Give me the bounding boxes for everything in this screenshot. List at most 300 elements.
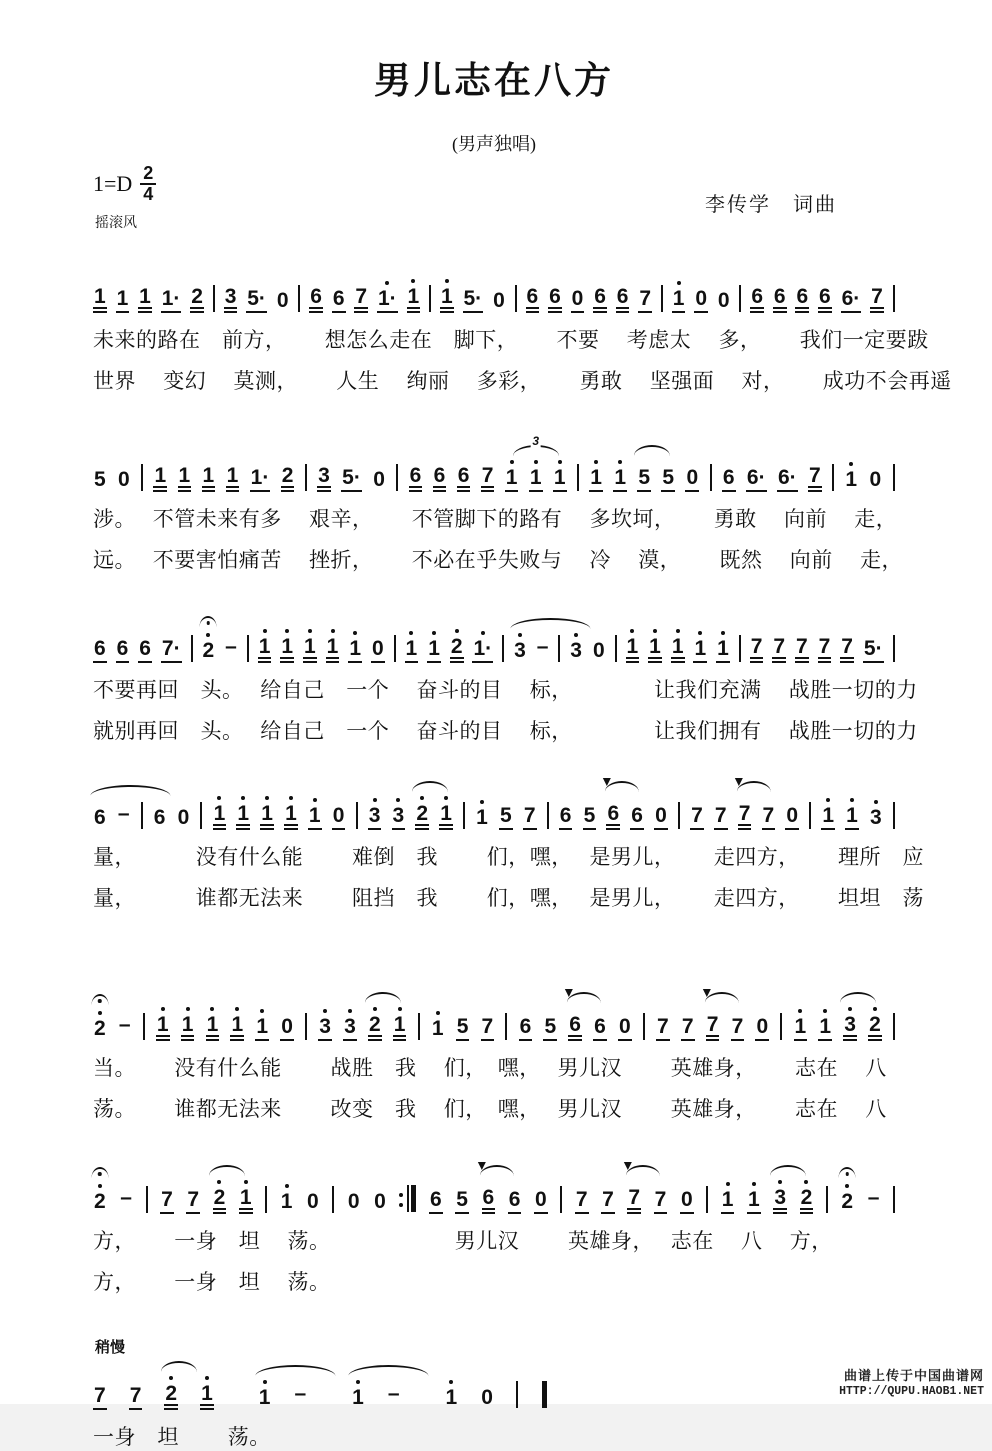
- note-number: 1: [230, 1014, 244, 1041]
- note-token: [368, 990, 382, 1041]
- note-token: [326, 612, 340, 663]
- lyric-line-2: 荡。 谁都无法来 改变 我 们， 嘿， 男儿汉 英雄身， 志在 八: [93, 1097, 887, 1121]
- score-line-block-7: [93, 1336, 895, 1451]
- note-token: [706, 990, 720, 1041]
- note-token: [405, 614, 419, 663]
- note-token: [534, 1165, 548, 1214]
- note-token: [450, 612, 464, 663]
- note-number: 1: [439, 803, 453, 830]
- octave-dot: [594, 460, 598, 464]
- note-token: [116, 264, 130, 313]
- bar-line: [739, 285, 741, 312]
- note-number: 6: [568, 1014, 582, 1041]
- note-token: [601, 1165, 615, 1214]
- notation-row: [93, 779, 895, 830]
- note-number: 7: [575, 1189, 589, 1214]
- lyric-line-2: 远。 不要害怕痛苦 挫折， 不必在乎失败与 冷 漠， 既然 向前 走，: [93, 548, 903, 572]
- note-number: 7: [750, 636, 764, 663]
- note-number: 7: [840, 636, 854, 663]
- note-token: [280, 612, 294, 663]
- note-number: 0: [534, 1189, 548, 1214]
- watermark-url: HTTP://QUPU.HAOB1.NET: [839, 1384, 984, 1398]
- key-signature: [93, 164, 156, 204]
- note-number: 3: [317, 465, 331, 492]
- note-token: [457, 441, 471, 492]
- duration-dash: [224, 612, 238, 663]
- octave-dot: [348, 1009, 352, 1013]
- note-number: 1: [226, 465, 240, 492]
- note-number: 6: [429, 1189, 443, 1214]
- note-token: [618, 992, 632, 1041]
- composer-credit: 李传学 词曲: [705, 194, 837, 216]
- bar-line: [893, 285, 895, 312]
- style-label: 摇滚风: [95, 216, 137, 231]
- duration-dash: [536, 612, 550, 663]
- lyric-line-1: 未来的路在 前方， 想怎么走在 脚下， 不要 考虑太 多， 我们一定要跋: [93, 328, 929, 352]
- note-token: [626, 612, 640, 663]
- note-token: [373, 1167, 387, 1214]
- note-token: [93, 1167, 107, 1214]
- note-token: [841, 264, 862, 313]
- note-number: 7: [818, 636, 832, 663]
- octave-dot: [436, 1011, 440, 1015]
- octave-dot: [398, 1007, 402, 1011]
- note-number: 5: [661, 467, 675, 492]
- note-number: 1: [202, 465, 216, 492]
- note-number: 1·: [472, 638, 493, 663]
- note-number: 1: [348, 638, 362, 663]
- note-token: [116, 614, 130, 663]
- note-token: [637, 443, 651, 492]
- note-number: 7: [714, 805, 728, 830]
- note-number: –: [387, 1382, 400, 1405]
- octave-dot: [385, 281, 389, 285]
- note-number: 1: [116, 288, 130, 313]
- duration-dash: [387, 1359, 401, 1410]
- note-number: 1: [138, 286, 152, 313]
- note-number: 6·: [746, 467, 767, 492]
- bar-line: [502, 635, 504, 662]
- note-token: [427, 614, 441, 663]
- note-number: 5: [499, 805, 513, 830]
- bar-line: [780, 1013, 782, 1040]
- note-token: [224, 262, 238, 313]
- octave-dot: [677, 281, 681, 285]
- note-number: 0: [332, 805, 346, 830]
- note-number: –: [120, 1186, 132, 1209]
- note-number: –: [118, 1013, 131, 1036]
- note-token: [93, 445, 107, 492]
- octave-dot: [518, 633, 522, 637]
- octave-dot: [510, 460, 514, 464]
- lyric-line-2: 世界 变幻 莫测， 人生 绚丽 多彩， 勇敢 坚强面 对， 成功不会再遥: [93, 369, 952, 393]
- bar-line: [809, 802, 811, 829]
- fermata-mark: [200, 616, 217, 627]
- note-token: [250, 443, 271, 492]
- note-token: [523, 781, 537, 830]
- bar-line: [893, 635, 895, 662]
- note-number: 6: [116, 638, 130, 663]
- note-token: [368, 781, 382, 830]
- octave-dot: [534, 460, 538, 464]
- octave-dot: [217, 796, 221, 800]
- time-signature-denominator: 4: [143, 183, 154, 204]
- note-token: [795, 612, 809, 663]
- note-token: [332, 781, 346, 830]
- note-token: [868, 445, 882, 492]
- score-meta: [93, 156, 895, 248]
- note-number: 0: [177, 806, 190, 829]
- note-token: [480, 1363, 494, 1410]
- octave-dot: [235, 1007, 239, 1011]
- note-token: [481, 441, 495, 492]
- fermata-mark: [91, 994, 108, 1005]
- note-token: [190, 262, 204, 313]
- note-token: [568, 990, 582, 1041]
- note-number: 0: [493, 289, 505, 312]
- note-token: [343, 992, 357, 1041]
- note-number: 1: [326, 636, 340, 663]
- note-number: 1: [747, 1189, 761, 1214]
- note-number: 1: [352, 1386, 364, 1409]
- octave-dot: [845, 1184, 849, 1188]
- score-line-block-4: [93, 779, 924, 912]
- note-token: [690, 781, 704, 830]
- note-token: [553, 443, 567, 492]
- octave-dot: [449, 1380, 453, 1384]
- octave-dot: [263, 1380, 267, 1384]
- note-token: [213, 779, 227, 830]
- note-token: [499, 781, 513, 830]
- octave-dot: [244, 1180, 248, 1184]
- note-number: 1: [845, 805, 859, 830]
- note-token: [750, 612, 764, 663]
- note-number: 1: [181, 1014, 195, 1041]
- bar-line: [141, 464, 143, 491]
- note-token: [181, 990, 195, 1041]
- note-number: 2: [94, 1190, 106, 1213]
- note-number: 1: [693, 638, 707, 663]
- octave-dot: [444, 796, 448, 800]
- note-number: 0: [755, 1016, 769, 1041]
- note-number: 6: [630, 805, 644, 830]
- octave-dot: [409, 631, 413, 635]
- note-number: 5: [637, 467, 651, 492]
- note-number: 1: [260, 803, 274, 830]
- note-token: [656, 992, 670, 1041]
- note-number: 2: [800, 1187, 814, 1214]
- note-number: 7: [738, 803, 752, 830]
- note-token: [303, 612, 317, 663]
- note-number: 6: [457, 465, 471, 492]
- note-number: 1: [239, 1187, 253, 1214]
- note-number: 1: [431, 1017, 444, 1040]
- note-number: 3: [843, 1014, 857, 1041]
- bar-line: [356, 802, 358, 829]
- note-token: [392, 781, 406, 830]
- note-token: [161, 614, 182, 663]
- bar-line: [577, 464, 579, 491]
- note-number: 2: [841, 1190, 854, 1213]
- lyric-line-2: 就别再回 头。 给自己 一个 奋斗的目 标， 让我们拥有 战胜一切的力: [93, 719, 918, 743]
- note-token: [431, 994, 445, 1041]
- note-number: 7: [654, 1189, 668, 1214]
- note-token: [129, 1361, 143, 1410]
- note-number: 1: [613, 467, 627, 492]
- bar-line: [893, 802, 895, 829]
- note-number: 1: [284, 803, 298, 830]
- duration-dash: [119, 1163, 133, 1214]
- bar-line: [893, 464, 895, 491]
- note-number: 6: [818, 286, 832, 313]
- octave-dot: [873, 1007, 877, 1011]
- note-number: 6: [332, 288, 346, 313]
- note-token: [593, 992, 607, 1041]
- note-token: [348, 614, 362, 663]
- note-token: [409, 441, 423, 492]
- note-token: [351, 1363, 365, 1410]
- note-number: 1: [393, 1014, 407, 1041]
- octave-dot: [98, 1011, 102, 1015]
- note-token: [529, 434, 543, 492]
- octave-dot: [353, 631, 357, 635]
- bar-line: [826, 1186, 828, 1213]
- note-number: 6: [559, 805, 573, 830]
- lyric-line-1: 量， 没有什么能 难倒 我 们，嘿， 是男儿， 走四方， 理所 应: [93, 845, 924, 869]
- note-number: 1: [206, 1014, 220, 1041]
- note-number: 1: [553, 467, 567, 492]
- octave-dot: [480, 800, 484, 804]
- note-token: [870, 262, 884, 313]
- bar-line: [547, 802, 549, 829]
- octave-dot: [432, 631, 436, 635]
- note-token: [280, 1167, 294, 1214]
- note-number: 3: [224, 286, 238, 313]
- note-number: 6: [773, 286, 787, 313]
- octave-dot: [826, 798, 830, 802]
- note-token: [627, 1163, 641, 1214]
- note-number: 3: [318, 1016, 332, 1041]
- note-number: 0: [481, 1386, 493, 1409]
- octave-dot: [778, 1180, 782, 1184]
- note-number: 6·: [777, 467, 798, 492]
- note-number: 1: [648, 636, 662, 663]
- score-line-block-6: [93, 1163, 895, 1296]
- lyric-line-1: 涉。 不管未来有多 艰辛， 不管脚下的路有 多坎坷， 勇敢 向前 走，: [93, 507, 898, 531]
- note-number: 6: [138, 638, 152, 663]
- note-number: 7: [681, 1016, 695, 1041]
- note-number: 6: [616, 286, 630, 313]
- note-number: 7: [656, 1016, 670, 1041]
- note-token: [433, 441, 447, 492]
- bar-line: [615, 635, 617, 662]
- note-token: [613, 443, 627, 492]
- note-number: 7: [638, 288, 652, 313]
- note-number: 5: [94, 468, 106, 491]
- octave-dot: [186, 1007, 190, 1011]
- bar-line: [305, 464, 307, 491]
- octave-dot: [313, 798, 317, 802]
- octave-dot: [205, 1376, 209, 1380]
- note-token: [722, 443, 736, 492]
- note-number: 7: [795, 636, 809, 663]
- octave-dot: [289, 796, 293, 800]
- note-token: [439, 779, 453, 830]
- note-token: [317, 441, 331, 492]
- note-token: [456, 992, 470, 1041]
- bar-line-thick: [411, 1185, 416, 1212]
- note-number: 7: [93, 1385, 107, 1410]
- octave-dot: [331, 629, 335, 633]
- note-token: [868, 990, 882, 1041]
- lyric-line-1: 不要再回 头。 给自己 一个 奋斗的目 标， 让我们充满 战胜一切的力: [93, 678, 918, 702]
- note-number: 1: [407, 286, 421, 313]
- watermark: [839, 1368, 984, 1399]
- bar-line: [394, 635, 396, 662]
- note-token: [777, 443, 798, 492]
- octave-dot: [874, 800, 878, 804]
- note-number: 5·: [863, 638, 884, 663]
- note-number: 6: [593, 286, 607, 313]
- octave-dot: [206, 633, 210, 637]
- note-number: –: [225, 635, 237, 658]
- note-token: [440, 262, 454, 313]
- note-number: 1: [794, 1016, 808, 1041]
- note-token: [772, 612, 786, 663]
- bar-line: [832, 464, 834, 491]
- notation-row: [93, 612, 895, 663]
- note-number: 0: [280, 1016, 294, 1041]
- note-token: [845, 781, 859, 830]
- bar-line: [515, 285, 517, 312]
- note-token: [869, 783, 883, 830]
- tempo-label: 稍慢: [95, 1339, 126, 1356]
- note-token: [226, 441, 240, 492]
- bar-line: [191, 635, 193, 662]
- octave-dot: [848, 1007, 852, 1011]
- note-token: [377, 264, 398, 313]
- note-token: [153, 783, 167, 830]
- note-number: 7: [706, 1014, 720, 1041]
- note-number: 6: [519, 1016, 533, 1041]
- note-token: [93, 614, 107, 663]
- note-token: [571, 264, 585, 313]
- bar-line: [146, 1186, 148, 1213]
- octave-dot: [721, 631, 725, 635]
- duration-dash: [293, 1359, 307, 1410]
- note-number: 1: [280, 1190, 293, 1213]
- note-number: 2: [190, 286, 204, 313]
- bar-line: [560, 1186, 562, 1213]
- octave-dot: [161, 1007, 165, 1011]
- note-token: [840, 612, 854, 663]
- octave-dot: [823, 1009, 827, 1013]
- note-token: [569, 616, 583, 663]
- note-number: 6: [750, 286, 764, 313]
- octave-dot: [411, 279, 415, 283]
- note-number: 3: [514, 639, 526, 662]
- note-token: [202, 616, 216, 663]
- note-token: [393, 990, 407, 1041]
- bar-line: [298, 285, 300, 312]
- note-number: 6: [94, 806, 106, 829]
- note-token: [508, 1165, 522, 1214]
- note-token: [482, 1163, 496, 1214]
- note-token: [260, 779, 274, 830]
- note-token: [258, 612, 272, 663]
- note-number: 1: [93, 286, 107, 313]
- note-token: [606, 779, 620, 830]
- note-number: 1: [440, 286, 454, 313]
- note-token: [714, 781, 728, 830]
- note-token: [559, 781, 573, 830]
- note-number: 1: [626, 636, 640, 663]
- lyric-line-1: 方， 一身 坦 荡。 男儿汉 英雄身， 志在 八 方，: [93, 1229, 833, 1253]
- octave-dot: [265, 796, 269, 800]
- note-number: 2: [94, 1017, 106, 1040]
- note-token: [93, 262, 107, 313]
- note-token: [481, 992, 495, 1041]
- note-token: [280, 992, 294, 1041]
- bar-line: [429, 285, 431, 312]
- note-token: [693, 614, 707, 663]
- note-number: 2: [450, 636, 464, 663]
- octave-dot: [558, 460, 562, 464]
- note-number: 3: [392, 805, 406, 830]
- note-token: [575, 1165, 589, 1214]
- repeat-dots: [399, 1193, 403, 1207]
- note-number: 5·: [341, 467, 362, 492]
- note-token: [773, 262, 787, 313]
- note-token: [164, 1359, 178, 1410]
- note-token: [638, 264, 652, 313]
- note-token: [93, 1361, 107, 1410]
- note-number: 7: [772, 636, 786, 663]
- note-number: 1: [153, 465, 167, 492]
- note-token: [117, 445, 131, 492]
- note-number: 6: [593, 1016, 607, 1041]
- note-number: 6: [548, 286, 562, 313]
- octave-dot: [804, 1180, 808, 1184]
- note-number: 7: [186, 1189, 200, 1214]
- note-token: [681, 992, 695, 1041]
- note-number: 1: [258, 1386, 271, 1409]
- note-number: 0: [371, 638, 385, 663]
- octave-dot: [308, 629, 312, 633]
- note-number: 5: [583, 805, 597, 830]
- bar-line: [200, 802, 202, 829]
- triplet-number: 3: [532, 434, 540, 448]
- note-number: 6: [606, 803, 620, 830]
- note-number: 1: [178, 465, 192, 492]
- note-token: [808, 441, 822, 492]
- note-token: [341, 443, 362, 492]
- note-number: 6: [722, 467, 736, 492]
- bar-line: [516, 1381, 518, 1408]
- octave-dot: [630, 629, 634, 633]
- note-number: 5: [455, 1189, 469, 1214]
- note-number: 1: [821, 805, 835, 830]
- note-token: [177, 783, 191, 830]
- octave-dot: [420, 796, 424, 800]
- time-signature: [140, 164, 156, 204]
- note-number: 2: [281, 465, 295, 492]
- note-number: 7: [160, 1189, 174, 1214]
- bar-line: [305, 1013, 307, 1040]
- note-number: 1: [200, 1383, 214, 1410]
- note-token: [455, 1165, 469, 1214]
- note-number: 1: [427, 638, 441, 663]
